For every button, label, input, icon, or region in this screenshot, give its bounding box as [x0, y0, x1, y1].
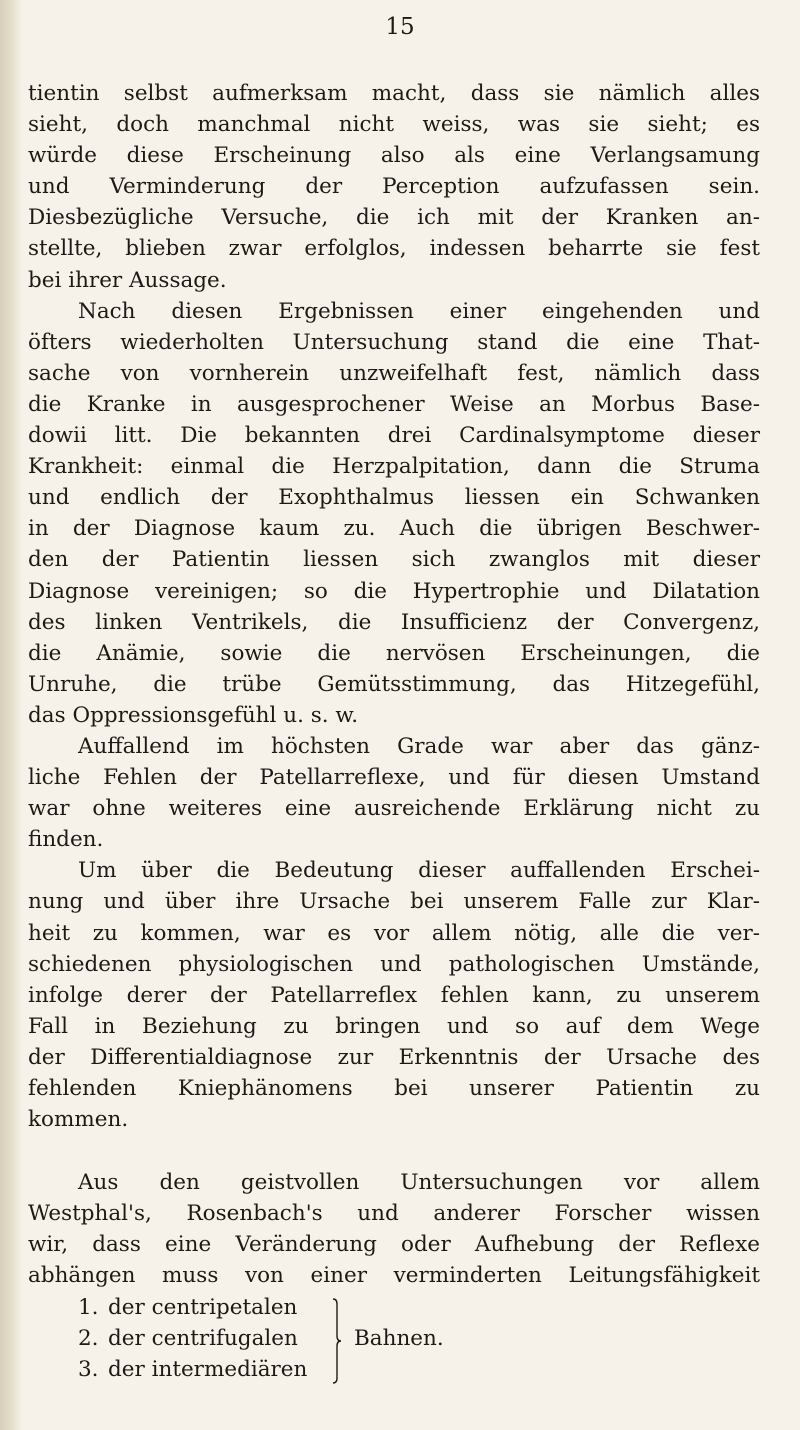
list-item — [28, 1354, 760, 1385]
text-line: finden. — [28, 827, 104, 853]
text-line: bei ihrer Aussage. — [28, 267, 227, 293]
list-item-number: 2. — [78, 1325, 99, 1351]
right-brace-icon — [332, 1298, 342, 1384]
text-line: infolge derer der Patellarreflex fehlen kann, zu unserem — [28, 982, 760, 1008]
text-line: war ohne weiteres eine ausreichende Erklärung nicht zu — [28, 796, 760, 822]
paragraph-gap — [28, 1135, 760, 1167]
text-line: Fall in Beziehung zu bringen und so auf dem Wege — [28, 1013, 760, 1039]
text-line: in der Diagnose kaum zu. Auch die übrigen Beschwer- — [28, 516, 760, 542]
text-line: liche Fehlen der Patellarreflexe, und für diesen Umstand — [28, 765, 760, 791]
text-line: sache von vornherein unzweifelhaft fest, nämlich dass — [28, 360, 760, 386]
list-item-number: 1. — [78, 1294, 99, 1320]
text-line: sieht, doch manchmal nicht weiss, was sie sieht; es — [28, 112, 760, 138]
paragraph-2 — [28, 296, 760, 731]
text-line: Krankheit: einmal die Herzpalpitation, dann die Struma — [28, 454, 760, 480]
text-line: würde diese Erscheinung also als eine Verlangsamung — [28, 143, 760, 169]
text-line: tientin selbst aufmerksam macht, dass sie nämlich alles — [28, 81, 760, 106]
text-line: und Verminderung der Perception aufzufassen sein. — [28, 174, 760, 200]
text-line: wir, dass eine Veränderung oder Aufhebung der Reflexe — [28, 1232, 760, 1258]
brace-label: Bahnen. — [354, 1325, 444, 1351]
text-line: Um über die Bedeutung dieser auffallenden Erschei- — [78, 858, 760, 884]
paragraph-4 — [28, 855, 760, 1135]
text-line: nung und über ihre Ursache bei unserem Falle zur Klar- — [28, 889, 760, 915]
page-number: 15 — [385, 14, 415, 40]
list-item-text: der centripetalen — [108, 1294, 298, 1320]
paragraph-5 — [28, 1167, 760, 1291]
text-line: der Differentialdiagnose zur Erkenntnis der Ursache des — [28, 1044, 760, 1070]
text-line: heit zu kommen, war es vor allem nötig, alle die ver- — [28, 920, 760, 946]
text-line: Westphal's, Rosenbach's und anderer Forscher wissen — [28, 1201, 760, 1227]
list-item — [28, 1292, 760, 1323]
text-line: Nach diesen Ergebnissen einer eingehenden und — [78, 298, 760, 324]
paragraph-1 — [28, 78, 760, 296]
list-item-text: der intermediären — [108, 1356, 308, 1382]
text-line: fehlenden Kniephänomens bei unserer Patientin zu — [28, 1076, 760, 1101]
text-line: Auffallend im höchsten Grade war aber das gänz- — [78, 733, 760, 759]
text-line: schiedenen physiologischen und pathologischen Umstände, — [28, 951, 760, 977]
text-line: Diagnose vereinigen; so die Hypertrophie und Dilatation — [28, 578, 760, 604]
pathways-list — [28, 1292, 760, 1385]
page-binding-edge — [0, 0, 22, 1430]
text-line: öfters wiederholten Untersuchung stand die eine That- — [28, 329, 760, 355]
text-line: stellte, blieben zwar erfolglos, indessen beharrte sie fest — [28, 236, 760, 262]
text-line: Unruhe, die trübe Gemütsstimmung, das Hitzegefühl, — [28, 671, 760, 697]
text-line: abhängen muss von einer verminderten Leitungsfähigkeit — [28, 1263, 760, 1289]
text-line: des linken Ventrikels, die Insufficienz der Convergenz, — [28, 609, 760, 635]
text-line: dowii litt. Die bekannten drei Cardinalsymptome dieser — [28, 423, 760, 449]
list-item-text: der centrifugalen — [108, 1325, 298, 1351]
text-line: Aus den geistvollen Untersuchungen vor allem — [78, 1170, 760, 1196]
paragraph-3 — [28, 731, 760, 855]
text-line: die Anämie, sowie die nervösen Erscheinungen, die — [28, 640, 760, 666]
text-line: die Kranke in ausgesprochener Weise an Morbus Base- — [28, 391, 760, 417]
text-line: kommen. — [28, 1107, 129, 1133]
text-column — [28, 78, 760, 1385]
text-line: und endlich der Exophthalmus liessen ein Schwanken — [28, 485, 760, 511]
text-line: den der Patientin liessen sich zwanglos mit dieser — [28, 547, 760, 573]
text-line: das Oppressionsgefühl u. s. w. — [28, 702, 359, 728]
list-item-number: 3. — [78, 1356, 99, 1382]
text-line: Diesbezügliche Versuche, die ich mit der Kranken an- — [28, 205, 760, 231]
